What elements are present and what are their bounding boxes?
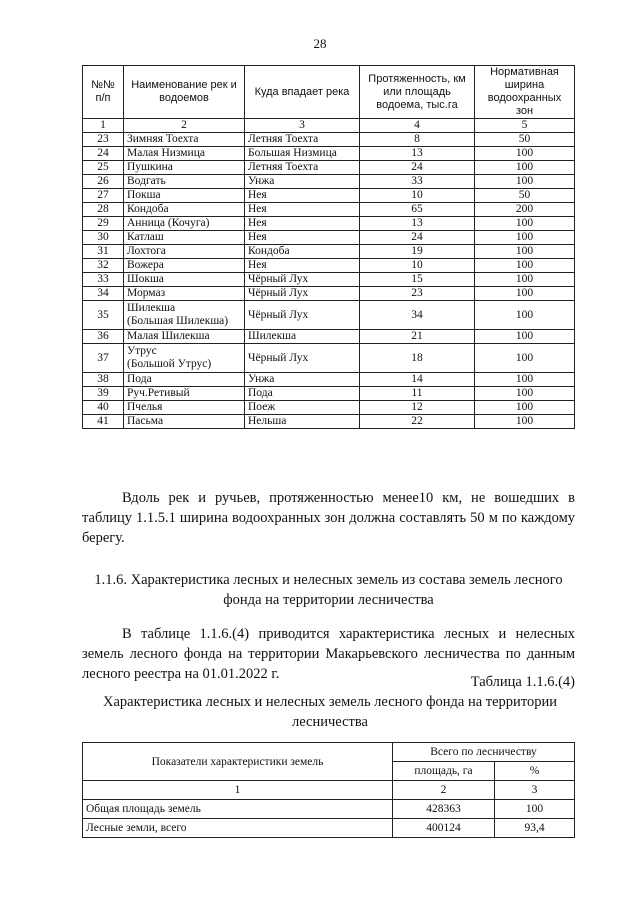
flows-into-cell: Шилекша <box>245 330 360 344</box>
length-cell: 13 <box>360 217 475 231</box>
length-cell: 24 <box>360 231 475 245</box>
zone-width-cell: 200 <box>475 203 575 217</box>
col-header-flows-into: Куда впадает река <box>245 66 360 119</box>
table-row <box>83 175 575 189</box>
zone-width-cell: 100 <box>475 231 575 245</box>
table-row <box>83 387 575 401</box>
flows-into-cell: Поеж <box>245 401 360 415</box>
flows-into-cell: Чёрный Лух <box>245 301 360 330</box>
zone-width-cell: 100 <box>475 373 575 387</box>
length-cell: 12 <box>360 401 475 415</box>
col-header-length: Протяженность, км или площадь водоема, тыс.га <box>360 66 475 119</box>
length-cell: 8 <box>360 133 475 147</box>
numbering-cell: 3 <box>245 119 360 133</box>
rivers-table-header <box>83 66 575 119</box>
row-number-cell: 36 <box>83 330 124 344</box>
zone-width-cell: 100 <box>475 401 575 415</box>
river-name-cell: Катлаш <box>124 231 245 245</box>
length-cell: 34 <box>360 301 475 330</box>
river-name-cell: Пчелья <box>124 401 245 415</box>
river-name-cell: Мормаз <box>124 287 245 301</box>
zone-width-cell: 100 <box>475 161 575 175</box>
row-number-cell: 27 <box>83 189 124 203</box>
river-name-cell: Водгать <box>124 175 245 189</box>
zone-width-cell: 100 <box>475 245 575 259</box>
table-row <box>83 415 575 429</box>
flows-into-cell: Нея <box>245 189 360 203</box>
row-number-cell: 34 <box>83 287 124 301</box>
flows-into-cell: Пода <box>245 387 360 401</box>
table-row <box>83 819 575 838</box>
flows-into-cell: Нея <box>245 231 360 245</box>
table-row <box>83 133 575 147</box>
paragraph-water-zones: Вдоль рек и ручьев, протяженностью менее10 км, не вошедших в таблицу 1.1.5.1 ширина водоохранных зон должна составлять 50 м по каждому берегу. <box>82 490 575 546</box>
table-row <box>83 147 575 161</box>
zone-width-cell: 100 <box>475 175 575 189</box>
land-header-area: площадь, га <box>393 762 495 781</box>
table-row <box>83 301 575 330</box>
length-cell: 24 <box>360 161 475 175</box>
paragraph-table-intro: В таблице 1.1.6.(4) приводится характеристика лесных и нелесных земель лесного фонда на территории Макарьевского лесничества по данным лесного реестра на 01.01.2022 г. <box>82 626 575 682</box>
river-name-cell: Малая Низмица <box>124 147 245 161</box>
zone-width-cell: 100 <box>475 273 575 287</box>
col-header-name: Наименование рек и водоемов <box>124 66 245 119</box>
land-table-header-row <box>83 743 575 762</box>
length-cell: 21 <box>360 330 475 344</box>
flows-into-cell: Нея <box>245 259 360 273</box>
river-name-line: Шилекша <box>127 302 176 314</box>
numbering-cell: 5 <box>475 119 575 133</box>
river-name-cell: Малая Шилекша <box>124 330 245 344</box>
land-row-label: Общая площадь земель <box>83 800 393 819</box>
row-number-cell: 38 <box>83 373 124 387</box>
table-row <box>83 273 575 287</box>
river-name-cell <box>124 301 245 330</box>
length-cell: 33 <box>360 175 475 189</box>
zone-width-cell: 100 <box>475 387 575 401</box>
numbering-cell: 2 <box>124 119 245 133</box>
flows-into-cell: Чёрный Лух <box>245 344 360 373</box>
land-header-total: Всего по лесничеству <box>393 743 575 762</box>
river-name-cell: Пушкина <box>124 161 245 175</box>
land-row-area: 428363 <box>393 800 495 819</box>
row-number-cell: 32 <box>83 259 124 273</box>
col-header-width: Нормативная ширина водоохранных зон <box>475 66 575 119</box>
col-header-number: №№ п/п <box>83 66 124 119</box>
table-row <box>83 373 575 387</box>
length-cell: 19 <box>360 245 475 259</box>
row-number-cell: 29 <box>83 217 124 231</box>
zone-width-cell: 100 <box>475 147 575 161</box>
table-row <box>83 330 575 344</box>
river-name-cell: Анница (Кочуга) <box>124 217 245 231</box>
river-name-cell: Шокша <box>124 273 245 287</box>
river-name-alt: (Большая Шилекша) <box>127 315 229 327</box>
river-name-cell: Кондоба <box>124 203 245 217</box>
table-label: Таблица 1.1.6.(4) <box>470 674 575 690</box>
land-header-pct: % <box>495 762 575 781</box>
row-number-cell: 25 <box>83 161 124 175</box>
land-row-area: 400124 <box>393 819 495 838</box>
river-name-line: Утрус <box>127 345 157 357</box>
row-number-cell: 37 <box>83 344 124 373</box>
row-number-cell: 23 <box>83 133 124 147</box>
flows-into-cell: Унжа <box>245 175 360 189</box>
zone-width-cell: 100 <box>475 287 575 301</box>
river-name-cell: Руч.Ретивый <box>124 387 245 401</box>
zone-width-cell: 100 <box>475 259 575 273</box>
numbering-row <box>83 119 575 133</box>
rivers-table <box>82 65 575 429</box>
section-heading: 1.1.6. Характеристика лесных и нелесных земель из состава земель лесного фонда на территории лесничества <box>94 572 563 608</box>
row-number-cell: 41 <box>83 415 124 429</box>
table-row <box>83 231 575 245</box>
table-row <box>83 217 575 231</box>
row-number-cell: 31 <box>83 245 124 259</box>
flows-into-cell: Чёрный Лух <box>245 287 360 301</box>
land-row-label: Лесные земли, всего <box>83 819 393 838</box>
length-cell: 65 <box>360 203 475 217</box>
length-cell: 10 <box>360 259 475 273</box>
length-cell: 13 <box>360 147 475 161</box>
zone-width-cell: 100 <box>475 217 575 231</box>
numbering-cell: 2 <box>393 781 495 800</box>
row-number-cell: 24 <box>83 147 124 161</box>
land-numbering-row <box>83 781 575 800</box>
row-number-cell: 33 <box>83 273 124 287</box>
length-cell: 10 <box>360 189 475 203</box>
table-row <box>83 161 575 175</box>
length-cell: 18 <box>360 344 475 373</box>
flows-into-cell: Большая Низмица <box>245 147 360 161</box>
numbering-cell: 3 <box>495 781 575 800</box>
flows-into-cell: Унжа <box>245 373 360 387</box>
flows-into-cell: Нея <box>245 217 360 231</box>
table-row <box>83 189 575 203</box>
row-number-cell: 40 <box>83 401 124 415</box>
river-name-cell: Зимняя Тоехта <box>124 133 245 147</box>
row-number-cell: 35 <box>83 301 124 330</box>
length-cell: 11 <box>360 387 475 401</box>
page-number: 28 <box>313 36 327 51</box>
zone-width-cell: 100 <box>475 344 575 373</box>
table-row <box>83 245 575 259</box>
row-number-cell: 26 <box>83 175 124 189</box>
row-number-cell: 39 <box>83 387 124 401</box>
flows-into-cell: Чёрный Лух <box>245 273 360 287</box>
river-name-cell: Вожера <box>124 259 245 273</box>
table-title: Характеристика лесных и нелесных земель лесного фонда на территории лесничества <box>103 694 557 730</box>
numbering-cell: 1 <box>83 119 124 133</box>
river-name-cell: Лохтога <box>124 245 245 259</box>
numbering-cell: 4 <box>360 119 475 133</box>
length-cell: 23 <box>360 287 475 301</box>
flows-into-cell: Кондоба <box>245 245 360 259</box>
flows-into-cell: Нельша <box>245 415 360 429</box>
length-cell: 15 <box>360 273 475 287</box>
flows-into-cell: Летняя Тоехта <box>245 161 360 175</box>
land-table <box>82 742 575 838</box>
length-cell: 14 <box>360 373 475 387</box>
zone-width-cell: 100 <box>475 330 575 344</box>
river-name-cell: Покша <box>124 189 245 203</box>
river-name-cell: Пода <box>124 373 245 387</box>
flows-into-cell: Нея <box>245 203 360 217</box>
table-row <box>83 344 575 373</box>
land-row-pct: 100 <box>495 800 575 819</box>
zone-width-cell: 100 <box>475 301 575 330</box>
numbering-cell: 1 <box>83 781 393 800</box>
table-row <box>83 401 575 415</box>
row-number-cell: 28 <box>83 203 124 217</box>
river-name-alt: (Большой Утрус) <box>127 358 212 370</box>
land-row-pct: 93,4 <box>495 819 575 838</box>
zone-width-cell: 50 <box>475 133 575 147</box>
river-name-cell <box>124 344 245 373</box>
row-number-cell: 30 <box>83 231 124 245</box>
zone-width-cell: 100 <box>475 415 575 429</box>
river-name-cell: Пасьма <box>124 415 245 429</box>
flows-into-cell: Летняя Тоехта <box>245 133 360 147</box>
length-cell: 22 <box>360 415 475 429</box>
table-row <box>83 259 575 273</box>
table-row <box>83 203 575 217</box>
table-row <box>83 287 575 301</box>
land-header-indicator: Показатели характеристики земель <box>83 743 393 781</box>
table-row <box>83 800 575 819</box>
zone-width-cell: 50 <box>475 189 575 203</box>
